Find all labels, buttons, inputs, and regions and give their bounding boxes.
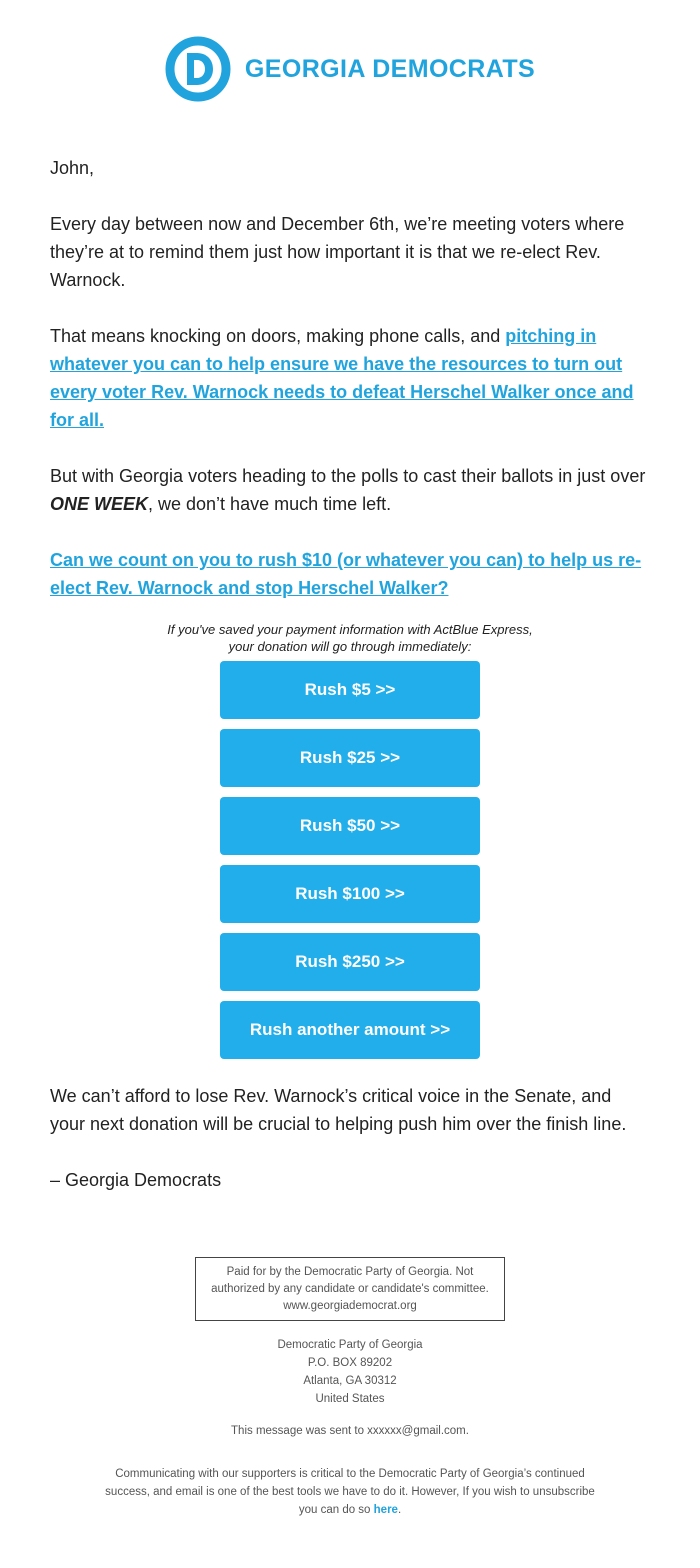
disclaimer-line-3: www.georgiademocrat.org — [283, 1300, 417, 1312]
address-line-3: Atlanta, GA 30312 — [303, 1375, 397, 1387]
paragraph-deadline — [50, 462, 650, 518]
paragraph-ask — [50, 546, 650, 602]
sent-to-notice: This message was sent to xxxxxx@gmail.com. — [231, 1425, 469, 1437]
signoff: – Georgia Democrats — [50, 1170, 222, 1190]
greeting: John, — [50, 158, 95, 178]
paragraph-deadline-tail: , we don’t have much time left. — [148, 494, 392, 514]
note-line-1: If you've saved your payment information with ActBlue Express, — [167, 622, 533, 637]
email-header — [0, 34, 700, 104]
disclaimer-line-2: authorized by any candidate or candidate's committee. — [211, 1283, 489, 1295]
rush-250-button[interactable]: Rush $250 >> — [220, 933, 480, 991]
paragraph-deadline-lead: But with Georgia voters heading to the polls to cast their ballots in just over — [50, 466, 646, 486]
address-line-1: Democratic Party of Georgia — [277, 1339, 423, 1351]
pitching-in-link[interactable]: pitching in whatever you can to help ensure we have the resources to turn out every voter Rev. Warnock needs to defeat Herschel Walker once and for all. — [50, 326, 634, 430]
rush-10-link[interactable]: Can we count on you to rush $10 (or whatever you can) to help us re-elect Rev. Warnock and stop Herschel Walker? — [50, 550, 642, 598]
paragraph-outreach-lead: That means knocking on doors, making phone calls, and — [50, 326, 506, 346]
rush-5-button[interactable]: Rush $5 >> — [220, 661, 480, 719]
unsubscribe-end: . — [397, 1504, 402, 1516]
address-line-2: P.O. BOX 89202 — [307, 1357, 393, 1369]
address-line-4: United States — [315, 1393, 385, 1405]
paragraph-outreach — [50, 322, 650, 434]
logo-text: GEORGIA DEMOCRATS — [244, 54, 536, 83]
rush-100-button[interactable]: Rush $100 >> — [220, 865, 480, 923]
actblue-express-note — [0, 621, 700, 655]
unsubscribe-link[interactable]: here — [373, 1504, 398, 1516]
rush-another-amount-button[interactable]: Rush another amount >> — [220, 1001, 480, 1059]
unsubscribe-text: Communicating with our supporters is critical to the Democratic Party of Georgia’s continued success, and email is one of the best tools we have to do it. However, If you wish to unsubscribe you can do so — [105, 1468, 595, 1516]
georgia-democrats-logo — [165, 36, 535, 102]
unsubscribe-notice — [95, 1465, 605, 1519]
disclaimer-line-1: Paid for by the Democratic Party of Georgia. Not — [226, 1266, 474, 1278]
paragraph-closing: We can’t afford to lose Rev. Warnock’s critical voice in the Senate, and your next donation will be crucial to helping push him over the finish line. — [50, 1086, 627, 1134]
democrats-d-logo-icon — [165, 36, 231, 102]
note-line-2: your donation will go through immediately: — [228, 639, 472, 654]
rush-50-button[interactable]: Rush $50 >> — [220, 797, 480, 855]
rush-25-button[interactable]: Rush $25 >> — [220, 729, 480, 787]
one-week-emphasis: ONE WEEK — [50, 494, 149, 514]
paragraph-intro: Every day between now and December 6th, we’re meeting voters where they’re at to remind them just how important it is that we re-elect Rev. Warnock. — [50, 214, 625, 290]
paid-for-by-disclaimer — [195, 1257, 505, 1321]
mailing-address — [0, 1336, 700, 1408]
